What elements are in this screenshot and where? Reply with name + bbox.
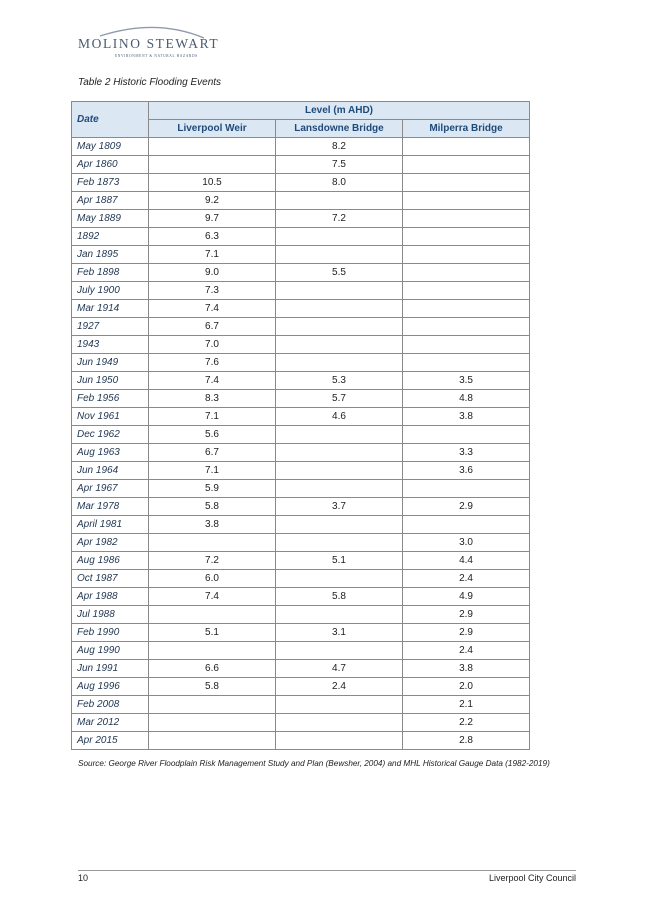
lansdowne-bridge-cell [276,696,403,714]
date-cell: Mar 1914 [72,300,149,318]
liverpool-weir-cell: 6.6 [149,660,276,678]
lansdowne-bridge-cell: 3.7 [276,498,403,516]
date-cell: Oct 1987 [72,570,149,588]
milperra-bridge-cell: 3.8 [403,660,530,678]
milperra-bridge-cell [403,516,530,534]
liverpool-weir-cell: 7.3 [149,282,276,300]
date-cell: Apr 1860 [72,156,149,174]
lansdowne-bridge-cell [276,714,403,732]
milperra-bridge-cell: 4.8 [403,390,530,408]
date-cell: 1927 [72,318,149,336]
liverpool-weir-cell: 7.4 [149,300,276,318]
table-row [72,390,530,408]
date-column-header: Date [72,102,149,138]
milperra-bridge-cell [403,318,530,336]
historic-flooding-table [71,101,530,750]
liverpool-weir-cell: 8.3 [149,390,276,408]
date-cell: Aug 1996 [72,678,149,696]
table-row [72,642,530,660]
lansdowne-bridge-cell: 4.7 [276,660,403,678]
table-row [72,426,530,444]
date-cell: Mar 1978 [72,498,149,516]
lansdowne-bridge-cell: 2.4 [276,678,403,696]
table-row [72,282,530,300]
table-row [72,210,530,228]
logo-tagline: ENVIRONMENT & NATURAL HAZARDS [115,54,198,58]
date-cell: Apr 2015 [72,732,149,750]
lansdowne-bridge-cell [276,282,403,300]
lansdowne-bridge-cell [276,480,403,498]
date-cell: Jun 1950 [72,372,149,390]
table-row [72,696,530,714]
table-row [72,534,530,552]
milperra-bridge-cell [403,246,530,264]
milperra-bridge-cell: 2.9 [403,606,530,624]
lansdowne-bridge-cell [276,246,403,264]
date-cell: Apr 1967 [72,480,149,498]
milperra-bridge-cell: 4.9 [403,588,530,606]
liverpool-weir-cell: 5.6 [149,426,276,444]
liverpool-weir-cell: 9.0 [149,264,276,282]
liverpool-weir-cell [149,534,276,552]
lansdowne-bridge-cell [276,444,403,462]
footer-divider [78,870,576,871]
lansdowne-bridge-cell: 7.2 [276,210,403,228]
table-row [72,732,530,750]
milperra-bridge-cell: 2.2 [403,714,530,732]
lansdowne-bridge-cell: 8.0 [276,174,403,192]
milperra-bridge-cell [403,300,530,318]
lansdowne-bridge-cell: 5.3 [276,372,403,390]
date-cell: Jun 1964 [72,462,149,480]
liverpool-weir-cell: 9.7 [149,210,276,228]
date-cell: 1943 [72,336,149,354]
table-row [72,336,530,354]
milperra-bridge-cell: 4.4 [403,552,530,570]
date-cell: Feb 1956 [72,390,149,408]
date-cell: Aug 1986 [72,552,149,570]
date-cell: Jul 1988 [72,606,149,624]
date-cell: Jan 1895 [72,246,149,264]
lansdowne-bridge-cell [276,516,403,534]
column-header-lansdowne-bridge: Lansdowne Bridge [276,120,403,138]
table-row [72,156,530,174]
liverpool-weir-cell: 7.2 [149,552,276,570]
table-row [72,174,530,192]
table-row [72,138,530,156]
milperra-bridge-cell [403,156,530,174]
date-cell: July 1900 [72,282,149,300]
milperra-bridge-cell: 2.9 [403,498,530,516]
footer-council-name: Liverpool City Council [488,873,576,883]
table-row [72,246,530,264]
milperra-bridge-cell: 3.6 [403,462,530,480]
liverpool-weir-cell: 5.8 [149,498,276,516]
milperra-bridge-cell: 2.0 [403,678,530,696]
lansdowne-bridge-cell [276,336,403,354]
milperra-bridge-cell [403,426,530,444]
lansdowne-bridge-cell [276,732,403,750]
milperra-bridge-cell [403,480,530,498]
date-cell: Apr 1982 [72,534,149,552]
table-row [72,714,530,732]
table-row [72,516,530,534]
milperra-bridge-cell: 3.3 [403,444,530,462]
lansdowne-bridge-cell [276,570,403,588]
milperra-bridge-cell [403,192,530,210]
liverpool-weir-cell: 7.4 [149,372,276,390]
lansdowne-bridge-cell: 5.5 [276,264,403,282]
logo-name: MOLINO STEWART [78,36,220,51]
date-cell: Dec 1962 [72,426,149,444]
date-cell: Jun 1991 [72,660,149,678]
table-row [72,462,530,480]
milperra-bridge-cell [403,336,530,354]
date-cell: Apr 1988 [72,588,149,606]
lansdowne-bridge-cell: 5.8 [276,588,403,606]
liverpool-weir-cell: 7.6 [149,354,276,372]
liverpool-weir-cell: 7.1 [149,408,276,426]
milperra-bridge-cell [403,228,530,246]
liverpool-weir-cell: 7.1 [149,246,276,264]
lansdowne-bridge-cell: 5.7 [276,390,403,408]
lansdowne-bridge-cell [276,228,403,246]
liverpool-weir-cell: 6.3 [149,228,276,246]
liverpool-weir-cell: 6.7 [149,318,276,336]
date-cell: Apr 1887 [72,192,149,210]
liverpool-weir-cell: 3.8 [149,516,276,534]
milperra-bridge-cell [403,174,530,192]
liverpool-weir-cell: 5.1 [149,624,276,642]
milperra-bridge-cell [403,264,530,282]
lansdowne-bridge-cell [276,192,403,210]
table-row [72,660,530,678]
table-row [72,606,530,624]
lansdowne-bridge-cell: 8.2 [276,138,403,156]
table-row [72,264,530,282]
date-cell: May 1889 [72,210,149,228]
milperra-bridge-cell: 2.4 [403,642,530,660]
table-row [72,570,530,588]
liverpool-weir-cell [149,606,276,624]
column-header-milperra-bridge: Milperra Bridge [403,120,530,138]
company-logo [78,22,220,62]
level-group-header: Level (m AHD) [149,102,530,120]
milperra-bridge-cell: 2.4 [403,570,530,588]
table-row [72,498,530,516]
lansdowne-bridge-cell [276,354,403,372]
table-row [72,318,530,336]
liverpool-weir-cell: 7.1 [149,462,276,480]
milperra-bridge-cell [403,210,530,228]
milperra-bridge-cell: 3.5 [403,372,530,390]
liverpool-weir-cell [149,138,276,156]
liverpool-weir-cell: 5.9 [149,480,276,498]
column-header-liverpool-weir: Liverpool Weir [149,120,276,138]
liverpool-weir-cell [149,714,276,732]
liverpool-weir-cell: 5.8 [149,678,276,696]
table-row [72,300,530,318]
liverpool-weir-cell: 7.4 [149,588,276,606]
date-cell: May 1809 [72,138,149,156]
milperra-bridge-cell: 3.0 [403,534,530,552]
table-row [72,678,530,696]
lansdowne-bridge-cell: 5.1 [276,552,403,570]
liverpool-weir-cell [149,156,276,174]
liverpool-weir-cell [149,696,276,714]
table-caption: Table 2 Historic Flooding Events [78,77,222,88]
date-cell: Mar 2012 [72,714,149,732]
lansdowne-bridge-cell [276,534,403,552]
date-cell: Feb 1873 [72,174,149,192]
milperra-bridge-cell [403,354,530,372]
source-note: Source: George River Floodplain Risk Management Study and Plan (Bewsher, 2004) and MHL Historical Gauge Data (1982-2019) [78,759,550,768]
milperra-bridge-cell: 2.9 [403,624,530,642]
table-row [72,444,530,462]
liverpool-weir-cell: 6.7 [149,444,276,462]
liverpool-weir-cell [149,732,276,750]
table-row [72,354,530,372]
date-cell: Feb 1990 [72,624,149,642]
lansdowne-bridge-cell [276,606,403,624]
table-row [72,228,530,246]
table-row [72,372,530,390]
lansdowne-bridge-cell [276,318,403,336]
lansdowne-bridge-cell [276,462,403,480]
date-cell: Nov 1961 [72,408,149,426]
lansdowne-bridge-cell: 4.6 [276,408,403,426]
table-body [72,138,530,750]
lansdowne-bridge-cell [276,300,403,318]
table-row [72,480,530,498]
liverpool-weir-cell [149,642,276,660]
lansdowne-bridge-cell: 7.5 [276,156,403,174]
lansdowne-bridge-cell: 3.1 [276,624,403,642]
liverpool-weir-cell: 10.5 [149,174,276,192]
lansdowne-bridge-cell [276,642,403,660]
liverpool-weir-cell: 9.2 [149,192,276,210]
date-cell: Jun 1949 [72,354,149,372]
table-row [72,408,530,426]
table-row [72,624,530,642]
date-cell: Aug 1963 [72,444,149,462]
milperra-bridge-cell: 3.8 [403,408,530,426]
date-cell: Feb 1898 [72,264,149,282]
table-row [72,588,530,606]
date-cell: Aug 1990 [72,642,149,660]
table-row [72,552,530,570]
liverpool-weir-cell: 7.0 [149,336,276,354]
lansdowne-bridge-cell [276,426,403,444]
milperra-bridge-cell [403,138,530,156]
date-cell: 1892 [72,228,149,246]
milperra-bridge-cell: 2.8 [403,732,530,750]
milperra-bridge-cell [403,282,530,300]
page-number: 10 [78,873,89,883]
date-cell: Feb 2008 [72,696,149,714]
date-cell: April 1981 [72,516,149,534]
milperra-bridge-cell: 2.1 [403,696,530,714]
liverpool-weir-cell: 6.0 [149,570,276,588]
table-row [72,192,530,210]
